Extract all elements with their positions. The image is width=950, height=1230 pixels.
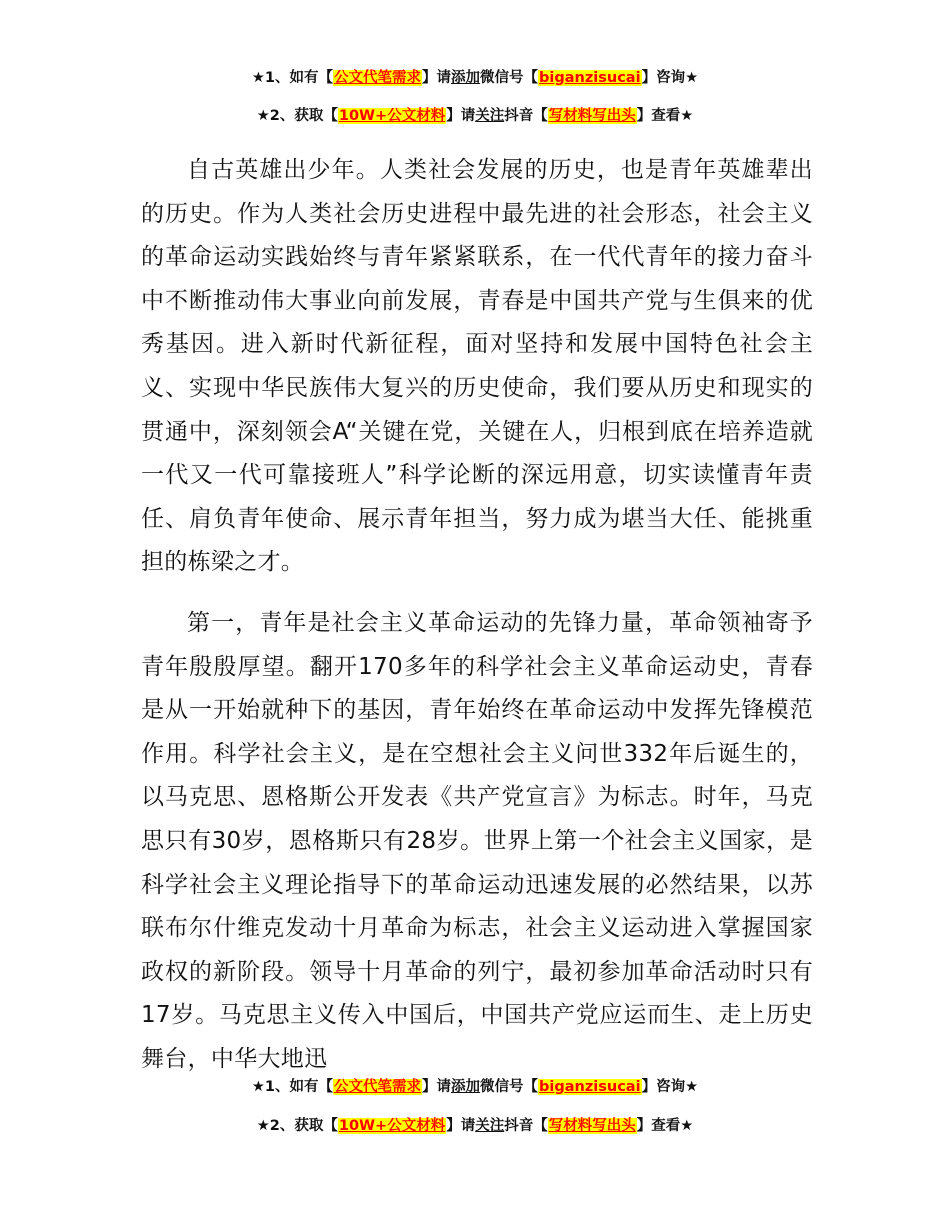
banner-emphasis: 关注: [475, 108, 505, 124]
footer-banner-line-2: [0, 1116, 950, 1136]
banner-text: ★1、如有【: [251, 1079, 334, 1095]
banner-highlight-materials: 10W+公文材料: [338, 108, 446, 124]
banner-text: ★2、获取【: [256, 1118, 338, 1134]
banner-text: 】查看★: [636, 1118, 694, 1134]
banner-highlight-service: 公文代笔需求: [334, 70, 422, 86]
banner-highlight-wechat-id: biganzisucai: [539, 70, 641, 86]
banner-text: 】请: [422, 1079, 452, 1095]
banner-emphasis: 添加: [451, 70, 481, 86]
banner-text: 】咨询★: [641, 70, 699, 86]
footer-banner-line-1: [0, 1077, 950, 1097]
banner-text: 微信号【: [480, 70, 539, 86]
banner-emphasis: 关注: [475, 1118, 505, 1134]
banner-text: 抖音【: [504, 1118, 548, 1134]
banner-text: ★2、获取【: [256, 108, 338, 124]
banner-highlight-douyin: 写材料写出头: [548, 1118, 636, 1134]
banner-highlight-service: 公文代笔需求: [334, 1079, 422, 1095]
banner-highlight-materials: 10W+公文材料: [338, 1118, 446, 1134]
header-banner-line-1: [0, 68, 950, 88]
article-body: [141, 149, 813, 1081]
banner-text: 抖音【: [504, 108, 548, 124]
banner-text: 】请: [446, 1118, 476, 1134]
banner-text: 】查看★: [636, 108, 694, 124]
banner-text: 微信号【: [480, 1079, 539, 1095]
banner-highlight-douyin: 写材料写出头: [548, 108, 636, 124]
paragraph-first-point: 第一，青年是社会主义革命运动的先锋力量，革命领袖寄予青年殷殷厚望。翻开170多年的科学社会主义革命运动史，青春是从一开始就种下的基因，青年始终在革命运动中发挥先锋模范作用。科学社会主义，是在空想社会主义问世332年后诞生的，以马克思、恩格斯公开发表《共产党宣言》为标志。时年，马克思只有30岁，恩格斯只有28岁。世界上第一个社会主义国家，是科学社会主义理论指导下的革命运动迅速发展的必然结果，以苏联布尔什维克发动十月革命为标志，社会主义运动进入掌握国家政权的新阶段。领导十月革命的列宁，最初参加革命活动时只有17岁。马克思主义传入中国后，中国共产党应运而生、走上历史舞台，中华大地迅: [141, 609, 813, 1072]
banner-text: ★1、如有【: [251, 70, 334, 86]
banner-text: 】请: [446, 108, 476, 124]
banner-text: 】请: [422, 70, 452, 86]
paragraph-intro: 自古英雄出少年。人类社会发展的历史，也是青年英雄辈出的历史。作为人类社会历史进程中最先进的社会形态，社会主义的革命运动实践始终与青年紧紧联系，在一代代青年的接力奋斗中不断推动伟大事业向前发展，青春是中国共产党与生俱来的优秀基因。进入新时代新征程，面对坚持和发展中国特色社会主义、实现中华民族伟大复兴的历史使命，我们要从历史和现实的贯通中，深刻领会A“关键在党，关键在人，归根到底在培养造就一代又一代可靠接班人”科学论断的深远用意，切实读懂青年责任、肩负青年使命、展示青年担当，努力成为堪当大任、能挑重担的栋梁之才。: [141, 157, 813, 576]
banner-emphasis: 添加: [451, 1079, 481, 1095]
banner-highlight-wechat-id: biganzisucai: [539, 1079, 641, 1095]
header-banner-line-2: [0, 106, 950, 126]
banner-text: 】咨询★: [641, 1079, 699, 1095]
